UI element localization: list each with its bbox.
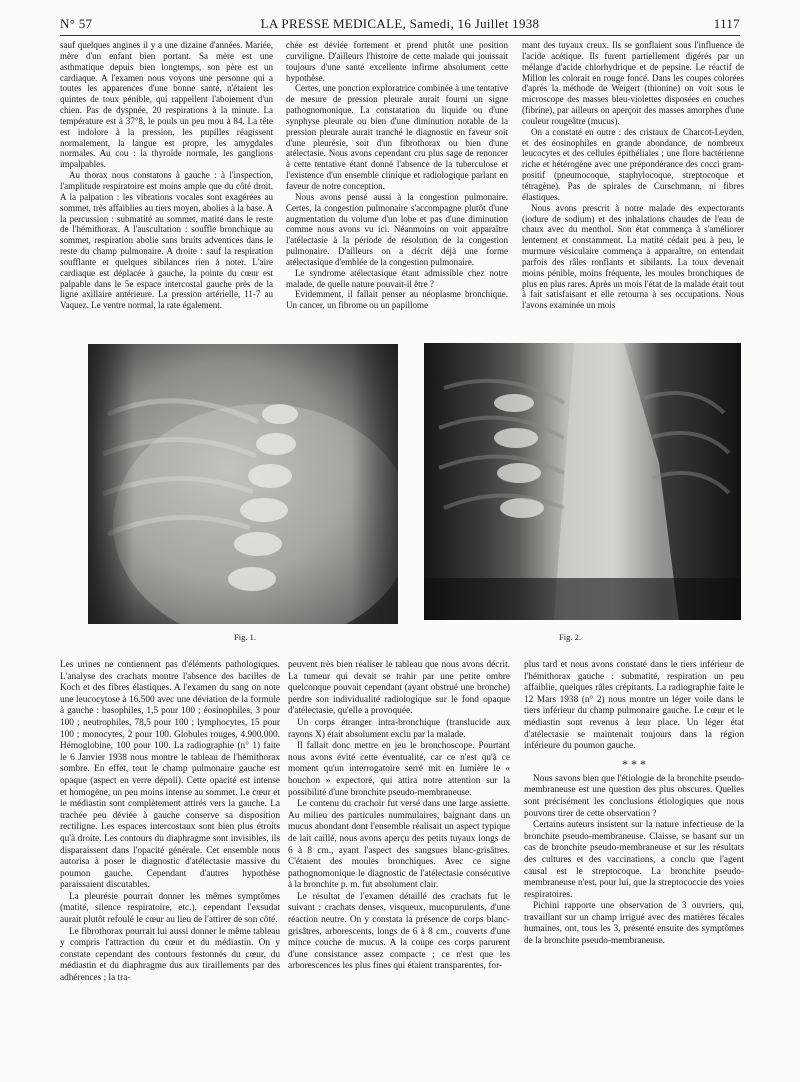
paragraph: chée est déviée fortement et prend plutôt une position curviligne. D'ailleurs l'histoire de cette malade qui jouissait toujours d'une santé excellente infirme absolument cette hypothèse. bbox=[286, 40, 508, 83]
paragraph: Evidemment, il fallait penser au néoplasme bronchique. Un cancer, un fibrome ou un papillome bbox=[286, 289, 508, 311]
issue-number: N° 57 bbox=[60, 16, 93, 31]
radiograph-image bbox=[424, 343, 741, 620]
paragraph: mant des tuyaux creux. Ils se gonflaient sous l'influence de l'acide acétique. Ils furent partiellement digérés par un mélange d'acide chlorhydrique et de pepsine. Le réactif de Millon les colorait en rouge foncé. Dans les coupes colorées d'après la méthode de Weigert (thionine) on voit sous le microscope des masses bleu-violettes disposées en couches (fibrine), par ailleurs on aperçoit des masses amorphes d'une couleur rougeâtre (mucus). bbox=[522, 40, 744, 126]
paragraph: Certains auteurs insistent sur la nature infectieuse de la bronchite pseudo-membraneuse. Claisse, se basant sur un cas de bronchite pseudo-membraneuse et sur les résultats des cultures et des vaccinations, a conclu que l'agent causal est le streptocoque. La bronchite pseudo-membraneuse n'est, pour lui, que la streptococcie des voies respiratoires. bbox=[524, 820, 744, 900]
bottom-column-3 bbox=[524, 660, 744, 1072]
figure-1-radiograph bbox=[88, 344, 398, 624]
paragraph: Le résultat de l'examen détaillé des crachats fut le suivant : crachats denses, visqueux, mucopurulents, d'une réaction neutre. On y constata la présence de corps blanc-grisâtres, arborescents, longs de 6 à 8 cm., couverts d'une mince couche de mucus. A la coupe ces corps parurent d'une consistance assez compacte ; ce n'est que les arborescences les plus fines qui étaient transparentes, for- bbox=[288, 891, 510, 972]
paragraph: La pleurésie pourrait donner les mêmes symptômes (matité, silence respiratoire, etc.), cependant l'exsudat aurait plutôt refoulé le cœur au lieu de l'attirer de son côté. bbox=[60, 891, 280, 926]
journal-title: LA PRESSE MEDICALE, Samedi, 16 Juillet 1938 bbox=[260, 16, 540, 31]
paragraph: Un corps étranger intra-bronchique (translucide aux rayons X) était absolument exclu par la malade. bbox=[288, 717, 510, 740]
paragraph: Les urines ne contiennent pas d'éléments pathologiques. L'analyse des crachats montre l'absence des bacilles de Koch et des fibres élastiques. A l'examen du sang on note une leucocytose à 16.500 avec une déviation de la formule à gauche : basophiles, 1,5 pour 100 ; éosinophiles, 3 pour 100 ; neutrophiles, 78,5 pour 100 ; lymphocytes, 15 pour 100 ; monocytes, 2 pour 100. Globules rouges, 4.900.000. Hémoglobine, 100 pour 100. La radiographie (n° 1) faite le 6 Janvier 1938 nous montre le tableau de l'hémithorax sombre. En effet, tout le champ pulmonaire gauche est opaque (aspect en verre dépoli). Cette opacité est intense et homogène, un peu moins intense au sommet. Le cœur et le médiastin sont complètement attirés vers la gauche. La trachée peu déviée à gauche conserve sa disposition rectiligne. Les espaces intercostaux sont bien plus étroits qu'à droite. Les contours du diaphragme sont invisibles, ils disparaissent dans l'opacité générale. Cet ensemble nous autorisa à poser le diagnostic d'atélectasie massive du poumon gauche. Cependant d'autres hypothèse paraissaient discutables. bbox=[60, 660, 280, 891]
bottom-column-1 bbox=[60, 660, 280, 1072]
paragraph: Nous avons pensé aussi à la congestion pulmonaire. Certes, la congestion pulmonaire s'accompagne plutôt d'une augmentation du volume d'un lobe et pas d'une diminution comme nous avons vu ici. Néanmoins on voit apparaître l'atélectasie à la période de résolution de la congestion pulmonaire. D'ailleurs on a décrit déjà une forme atélectasique d'emblée de la congestion pulmonaire. bbox=[286, 191, 508, 267]
paragraph: On a constaté en outre : des cristaux de Charcot-Leyden, et des éosinophiles en grande abondance, de nombreux leucocytes et des cellules épithéliales ; une flore bactérienne riche et hétérogène avec une prépondérance des cocci gram-positif (pneumocoque, staphylocoque, streptocoque et tétragène). Pas de spirales de Curschmann, ni fibres élastiques. bbox=[522, 126, 744, 202]
top-column-2 bbox=[286, 40, 508, 326]
page-number: 1117 bbox=[713, 16, 740, 31]
paragraph: Le syndrome atélectasique étant admissible chez notre malade, de quelle nature pouvait-il être ? bbox=[286, 267, 508, 289]
section-separator: * * * bbox=[622, 756, 646, 771]
page-header bbox=[60, 16, 740, 36]
top-column-3 bbox=[522, 40, 744, 326]
bottom-column-2 bbox=[288, 660, 510, 1072]
paragraph: Le contenu du crachoir fut versé dans une large assiette. Au milieu des particules nummulaires, baignant dans un mucus abondant dont l'ensemble réalisait un aspect typique de lait caillé, nous avons aperçu des petits tuyaux longs de 6 à 8 cm., ayant l'aspect des sangsues blanc-grisâtres. C'étaient des moules bronchiques. Avec ce signe pathognomonique le diagnostic de l'atélectasie consécutive à la bronchite p. m. fut absolument clair. bbox=[288, 799, 510, 891]
paragraph: Pichini rapporte une observation de 3 ouvriers, qui, travaillant sur un champ irrigué avec des matières fécales humaines, ont, tous les 3, présenté ensuite des symptômes de la bronchite pseudo-membraneuse. bbox=[524, 901, 744, 947]
figure-1-caption: Fig. 1. bbox=[234, 632, 256, 642]
paragraph: Certes, une ponction exploratrice combinée à une tentative de mesure de pression pleurale aurait fourni un signe pathognomonique. La constatation du liquide ou d'une synphyse pleurale ou bien d'une diminution notable de la pression pleurale aurait tranché le diagnostic en faveur soit d'une pleurésie, soit d'un fibrothorax ou bien d'une atélectasie. Nous avons cependant cru plus sage de renoncer à cette tentative étant donné l'absence de la tuberculose et l'existence d'un ensemble clinique et radiologique parlant en faveur de notre conception. bbox=[286, 83, 508, 191]
paragraph: Nous avons prescrit à notre malade des expectorants (iodure de sodium) et des inhalations chaudes de l'eau de chaux avec du menthol. Son état commença à s'améliorer lentement et constamment. La matité cédait peu à peu, le murmure vésiculaire commença à apparaître, on entendait parfois des râles ronflants et sibilants. La toux devenait moins pénible, moins fréquente, les moules bronchiques de plus en plus rares. Après un mois l'état de la malade était tout à fait satisfaisant et elle retourna à ses occupations. Nous l'avons examinée un mois bbox=[522, 202, 744, 311]
paragraph: Il fallait donc mettre en jeu le bronchoscope. Pourtant nous avons évité cette éventualité, car ce n'est qu'à ce moment qu'un interrogatoire serré mit en lumière le « bouchon » expectoré, qui attira notre attention sur la possibilité d'une bronchite pseudo-membraneuse. bbox=[288, 741, 510, 798]
paragraph: plus tard et nous avons constaté dans le tiers inférieur de l'hémithorax gauche : submatité, respiration un peu affaiblie, quelques râles crépitants. La radiographie faite le 12 Mars 1938 (n° 2) nous montre un léger voile dans le tiers inférieur du champ pulmonaire gauche. Le cœur et le médiastin sont revenus à leur place. Un léger état d'atélectasie se maintenait toujours dans la région inférieure du poumon gauche. bbox=[524, 660, 744, 752]
figure-2-radiograph bbox=[424, 343, 741, 620]
radiograph-image bbox=[88, 344, 398, 624]
paragraph: Le fibrothorax pourrait lui aussi donner le même tableau y compris l'attraction du cœur et du médiastin. On y constate cependant des contours festonnés du cœur, du médiastin et du diaphragme dus aux tiraillements par des adhérences ; la tra- bbox=[60, 926, 280, 984]
header-rule bbox=[60, 35, 740, 36]
paragraph: Nous savons bien que l'étiologie de la bronchite pseudo-membraneuse est une question des plus obscures. Quelles sont précisément les conclusions étiologiques que nous pouvons tirer de cette observation ? bbox=[524, 773, 744, 819]
top-column-1 bbox=[60, 40, 273, 326]
paragraph: Au thorax nous constatons à gauche : à l'inspection, l'amplitude respiratoire est moins ample que du côté droit. A la palpation : les vibrations vocales sont exagérées au sommet, très affaiblies au tiers moyen, abolies à la base. A la percussion : submatité au sommet, matité dans le reste de l'hémithorax. A l'auscultation : souffle bronchique au sommet, respiration abolie sans bruits adventices dans le reste du champ pulmonaire. A droite : sauf la respiration soufflante et quelques sibilances rien à noter. L'aire cardiaque est déplacée à gauche, la pointe du cœur est palpable dans le 5e espace intercostal gauche près de la ligne axillaire antérieure. La pression artérielle, 11-7 au Vaquez. Le ventre normal, la rate également. bbox=[60, 170, 273, 311]
paragraph: peuvent très bien réaliser le tableau que nous avons décrit. La tumeur qui devait se trahir par une petite ombre quelconque pouvait cependant (ayant obstrué une bronche) perdre son individualité radiologique sur le fond opaque d'atélectasie, qu'elle a provoquée. bbox=[288, 660, 510, 717]
paragraph: sauf quelques angines il y a une dizaine d'années. Mariée, mère d'un enfant bien portant. Sa mère est une asthmatique depuis bien longtemps, son père est un cardiaque. A l'examen nous voyons une personne qui a toutes les apparences d'une bonne santé, n'étaient les quintes de toux pénible, qui rappellent l'aboiement d'un chien. Pas de dyspnée, 20 respirations à la minute. La température est à 37°8, le pouls un peu mou à 84. La tête est indolore à la pression, les pupilles réagissent normalement, la langue est propre, les amygdales normales. Au cou : la thyroïde normale, les ganglions impalpables. bbox=[60, 40, 273, 170]
figure-2-caption: Fig. 2. bbox=[559, 632, 581, 642]
